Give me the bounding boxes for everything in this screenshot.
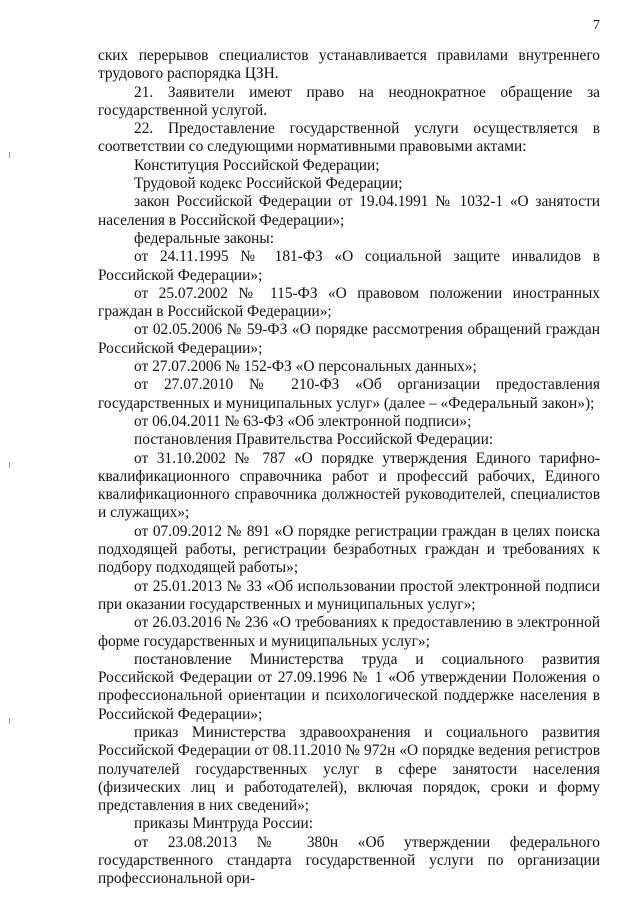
paragraph: от 06.04.2011 № 63-ФЗ «Об электронной подписи»; [134, 412, 472, 430]
page-number: 7 [593, 18, 600, 33]
body-text [98, 47, 600, 889]
paragraph: федеральные законы: [134, 229, 275, 247]
paragraph: ских перерывов специалистов устанавливается правилами внутреннего трудового распорядка ЦЗН. [98, 47, 600, 83]
paragraph: от 26.03.2016 № 236 «О требованиях к предоставлению в электронной форме государственных и муниципальных услуг»; [98, 614, 600, 650]
paragraph: приказ Министерства здравоохранения и социального развития Российской Федерации от 08.11.2010 № 972н «О порядке ведения регистров получателей государственных услуг в сфере занятости населения (физических лиц и работодателей), включая порядок, сроки и форму представления в них сведений»; [98, 723, 600, 815]
paragraph: Конституция Российской Федерации; [134, 156, 380, 174]
paragraph: от 27.07.2006 № 152-ФЗ «О персональных данных»; [134, 358, 477, 376]
scan-margin-mark [9, 718, 10, 724]
paragraph: закон Российской Федерации от 19.04.1991 № 1032-1 «О занятости населения в Российской Федерации»; [98, 193, 600, 229]
paragraph: Трудовой кодекс Российской Федерации; [134, 175, 403, 193]
paragraph: от 25.01.2013 № 33 «Об использовании простой электронной подписи при оказании государственных и муниципальных услуг»; [98, 577, 600, 613]
paragraph: от 02.05.2006 № 59-ФЗ «О порядке рассмотрения обращений граждан Российской Федерации»; [98, 321, 600, 357]
paragraph: постановление Министерства труда и социального развития Российской Федерации от 27.09.1996 № 1 «Об утверждении Положения о профессиональной ориентации и психологической поддержке населения в Российской Федерации»; [98, 650, 600, 723]
paragraph: от 23.08.2013 № 380н «Об утверждении федерального государственного стандарта государственной услуги по организации профессиональной ори- [98, 833, 600, 888]
paragraph: 22. Предоставление государственной услуги осуществляется в соответствии со следующими нормативными правовыми актами: [98, 120, 600, 156]
paragraph: от 07.09.2012 № 891 «О порядке регистрации граждан в целях поиска подходящей работы, регистрации безработных граждан и требованиях к подбору подходящей работы»; [98, 522, 600, 577]
paragraph: от 31.10.2002 № 787 «О порядке утверждения Единого тарифно-квалификационного справочника работ и профессий рабочих, Единого квалификационного справочника должностей руководителей, специалистов и служащих»; [98, 449, 600, 522]
paragraph: от 25.07.2002 № 115-ФЗ «О правовом положении иностранных граждан в Российской Федерации»; [98, 284, 600, 321]
paragraph: 21. Заявители имеют право на неоднократное обращение за государственной услугой. [98, 83, 600, 119]
paragraph: приказы Минтруда России: [134, 815, 313, 833]
paragraph: постановления Правительства Российской Федерации: [134, 431, 494, 449]
paragraph: от 24.11.1995 № 181-ФЗ «О социальной защите инвалидов в Российской Федерации»; [98, 248, 600, 284]
scan-margin-mark [9, 462, 10, 468]
scan-margin-mark [9, 152, 10, 158]
paragraph: от 27.07.2010 № 210-ФЗ «Об организации предоставления государственных и муниципальных услуг» (далее – «Федеральный закон»); [98, 376, 600, 412]
